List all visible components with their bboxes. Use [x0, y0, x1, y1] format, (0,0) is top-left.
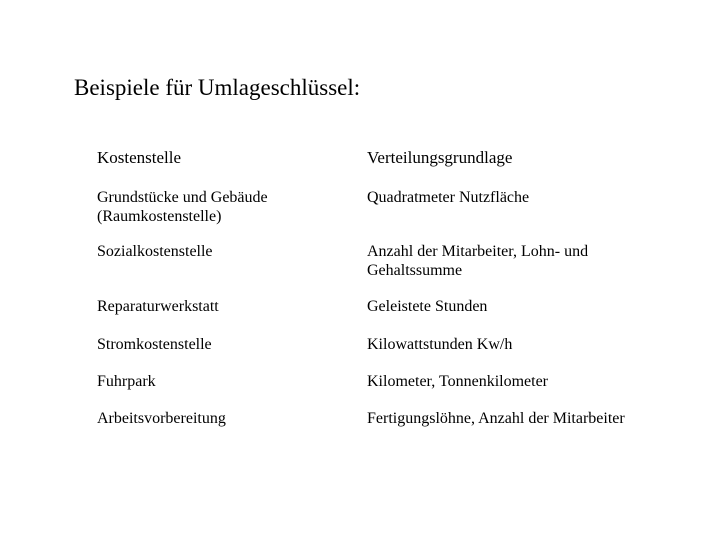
cell-verteilungsgrundlage: Kilometer, Tonnenkilometer — [367, 373, 549, 390]
cell-verteilungsgrundlage: Kilowattstunden Kw/h — [367, 336, 513, 353]
cell-verteilungsgrundlage: Quadratmeter Nutzfläche — [367, 189, 530, 206]
cell-verteilungsgrundlage: Geleistete Stunden — [367, 298, 488, 315]
cell-kostenstelle: Arbeitsvorbereitung — [97, 410, 226, 427]
table-row — [97, 188, 697, 228]
table-row — [97, 409, 697, 449]
cell-kostenstelle: Reparaturwerkstatt — [97, 298, 219, 315]
table-row — [97, 335, 697, 375]
table-row — [97, 372, 697, 412]
cell-verteilungsgrundlage: Fertigungslöhne, Anzahl der Mitarbeiter — [367, 410, 625, 427]
slide-title: Beispiele für Umlageschlüssel: — [74, 75, 361, 100]
table-header-row — [97, 148, 697, 188]
cell-kostenstelle: Grundstücke und Gebäude (Raumkostenstelle) — [97, 189, 268, 225]
table-row — [97, 297, 697, 337]
cell-kostenstelle: Stromkostenstelle — [97, 336, 212, 353]
table-row — [97, 242, 697, 282]
cell-kostenstelle: Fuhrpark — [97, 373, 156, 390]
cell-kostenstelle: Sozialkostenstelle — [97, 243, 213, 260]
cell-verteilungsgrundlage: Anzahl der Mitarbeiter, Lohn- und Gehaltssumme — [367, 243, 589, 279]
header-kostenstelle: Kostenstelle — [97, 148, 182, 167]
header-verteilungsgrundlage: Verteilungsgrundlage — [367, 148, 513, 167]
